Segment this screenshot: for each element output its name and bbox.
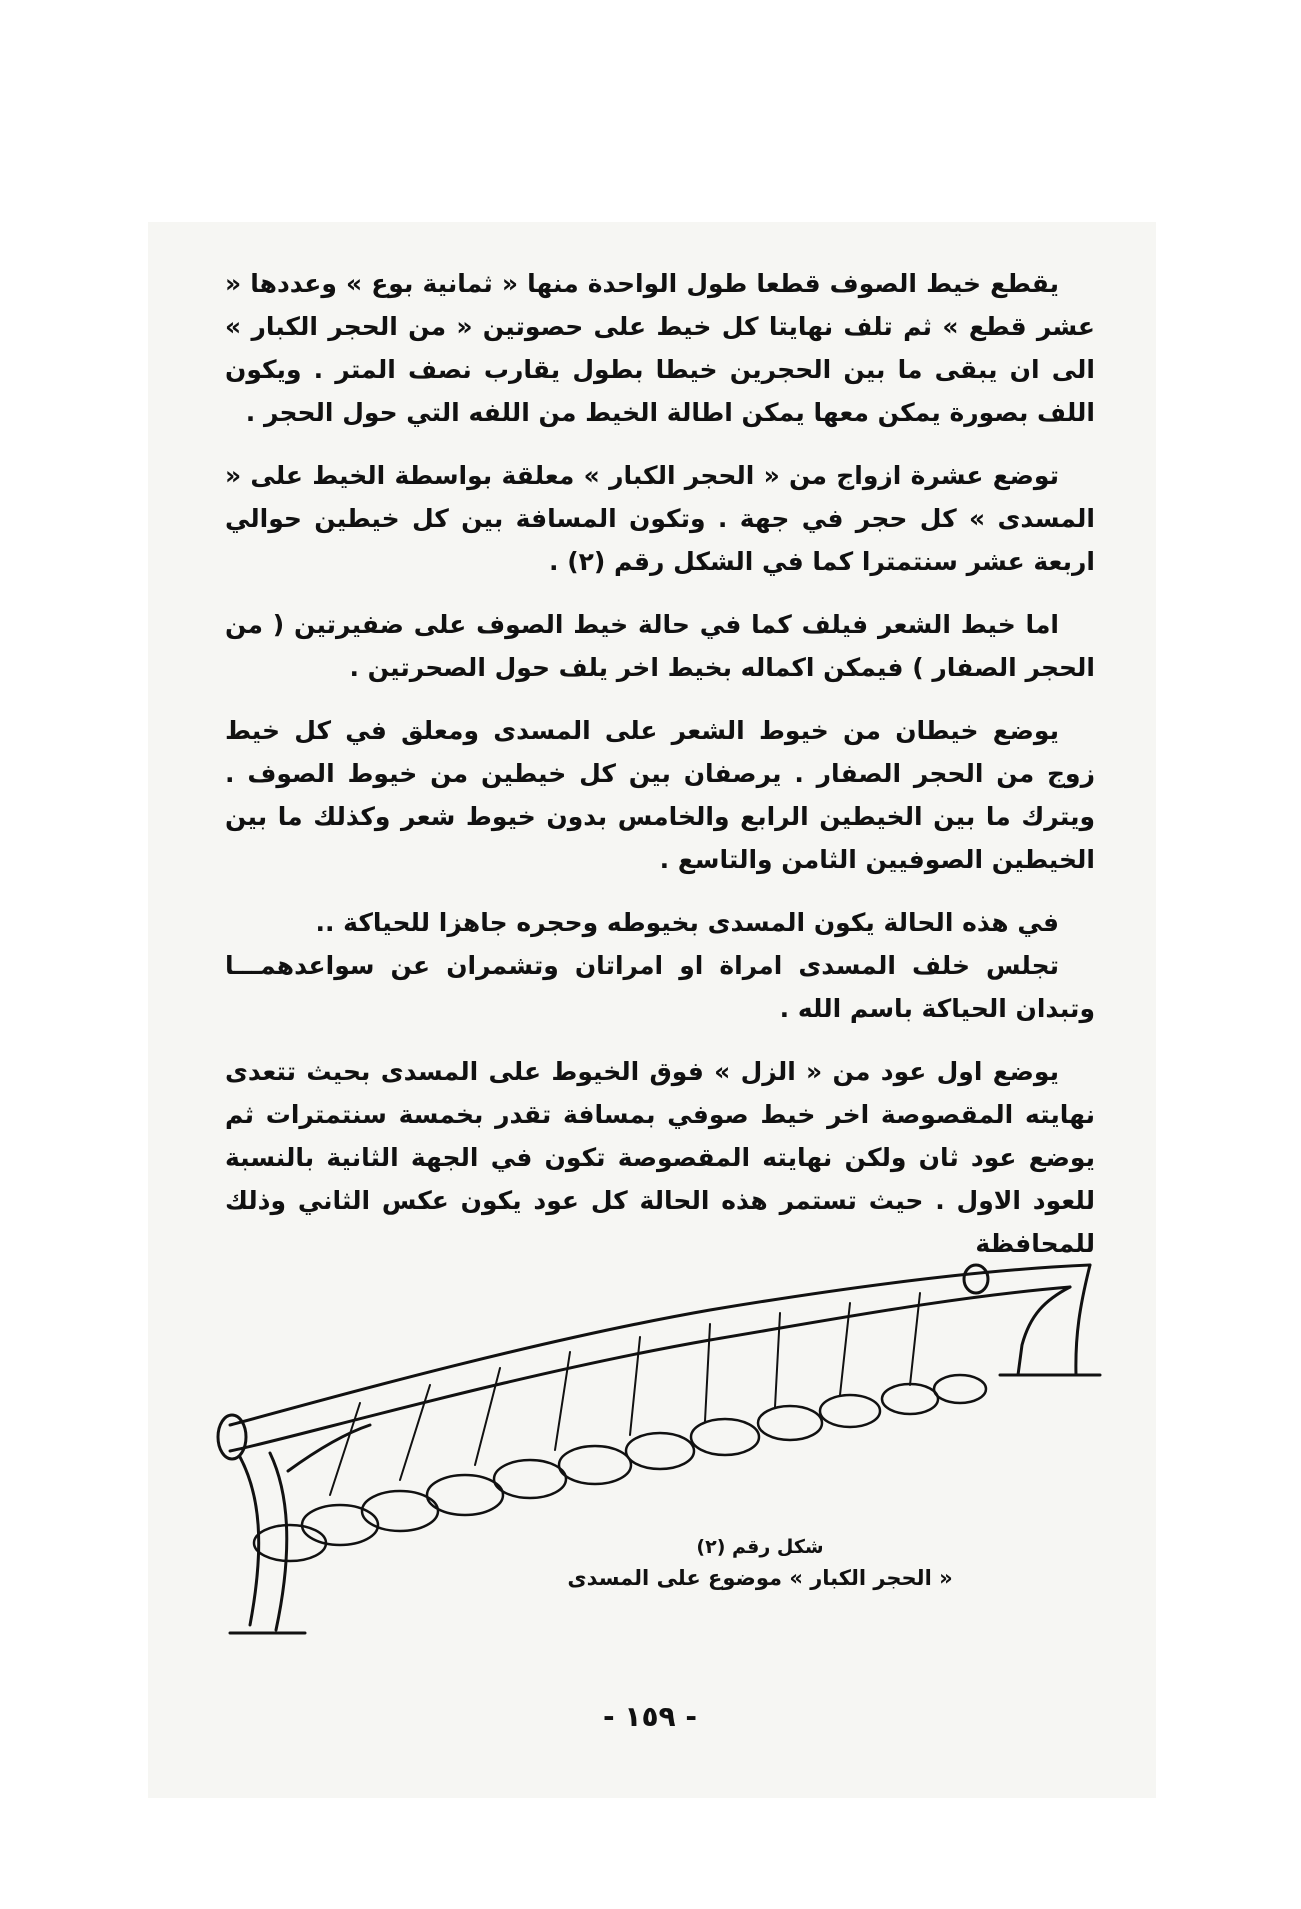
body-text (225, 262, 1095, 1285)
hanging-threads (330, 1293, 920, 1495)
paragraph-6: تجلس خلف المسدى امراة او امراتان وتشمران عن سواعدهمـــا وتبدان الحياكة باسم الله . (225, 951, 1095, 1023)
figure-caption (560, 1532, 960, 1594)
left-leg-fork (270, 1453, 287, 1630)
figure-number: شكل رقم (٢) (696, 1536, 824, 1558)
paragraph-1: يقطع خيط الصوف قطعا طول الواحدة منها « ثمانية بوع » وعددها « عشر قطع » ثم تلف نهايتا كل خيط على حصوتين « من الحجر الكبار » الى ان يبقى ما بين الحجرين خيطا بطول يقارب نصف المتر . ويكون اللف بصورة يمكن معها يمكن اطالة الخيط من اللفه التي حول الحجر . (225, 269, 1095, 427)
right-leg (1018, 1287, 1070, 1375)
beam-cap-right (964, 1265, 988, 1293)
paragraph-7: يوضع اول عود من « الزل » فوق الخيوط على المسدى بحيث تتعدى نهايته المقصوصة اخر خيط صوفي بمسافة تقدر بخمسة سنتمترات ثم يوضع عود ثان ولكن نهايته المقصوصة تكون في الجهة الثانية بالنسبة للعود الاول . حيث تستمر هذه الحالة كل عود يكون عكس الثاني وذلك للمحافظة (225, 1057, 1095, 1258)
left-leg-branch (288, 1425, 370, 1471)
paragraph-3: اما خيط الشعر فيلف كما في حالة خيط الصوف على ضفيرتين ( من الحجر الصفار ) فيمكن اكماله بخيط اخر يلف حول الصحرتين . (225, 610, 1095, 682)
figure-title: « الحجر الكبار » موضوع على المسدى (567, 1566, 953, 1590)
paragraph-2: توضع عشرة ازواج من « الحجر الكبار » معلقة بواسطة الخيط على « المسدى » كل حجر في جهة . وتكون المسافة بين كل خيطين حوالي اربعة عشر سنتمترا كما في الشكل رقم (٢) . (225, 461, 1095, 576)
left-leg (240, 1457, 259, 1625)
loom-beam-lower (230, 1287, 1070, 1451)
page-number: - ١٥٩ - (602, 1700, 698, 1733)
paragraph-5: في هذه الحالة يكون المسدى بخيوطه وحجره جاهزا للحياكة .. (315, 908, 1059, 937)
paragraph-4: يوضع خيطان من خيوط الشعر على المسدى ومعلق في كل خيط زوج من الحجر الصفار . يرصفان بين كل خيطين من خيوط الصوف . ويترك ما بين الخيطين الرابع والخامس بدون خيوط شعر وكذلك ما بين الخيطين الصوفيين الثامن والتاسع . (225, 716, 1095, 874)
loom-beam (230, 1265, 1090, 1425)
right-leg-fork (1076, 1265, 1090, 1375)
beam-cap-left (218, 1415, 246, 1459)
